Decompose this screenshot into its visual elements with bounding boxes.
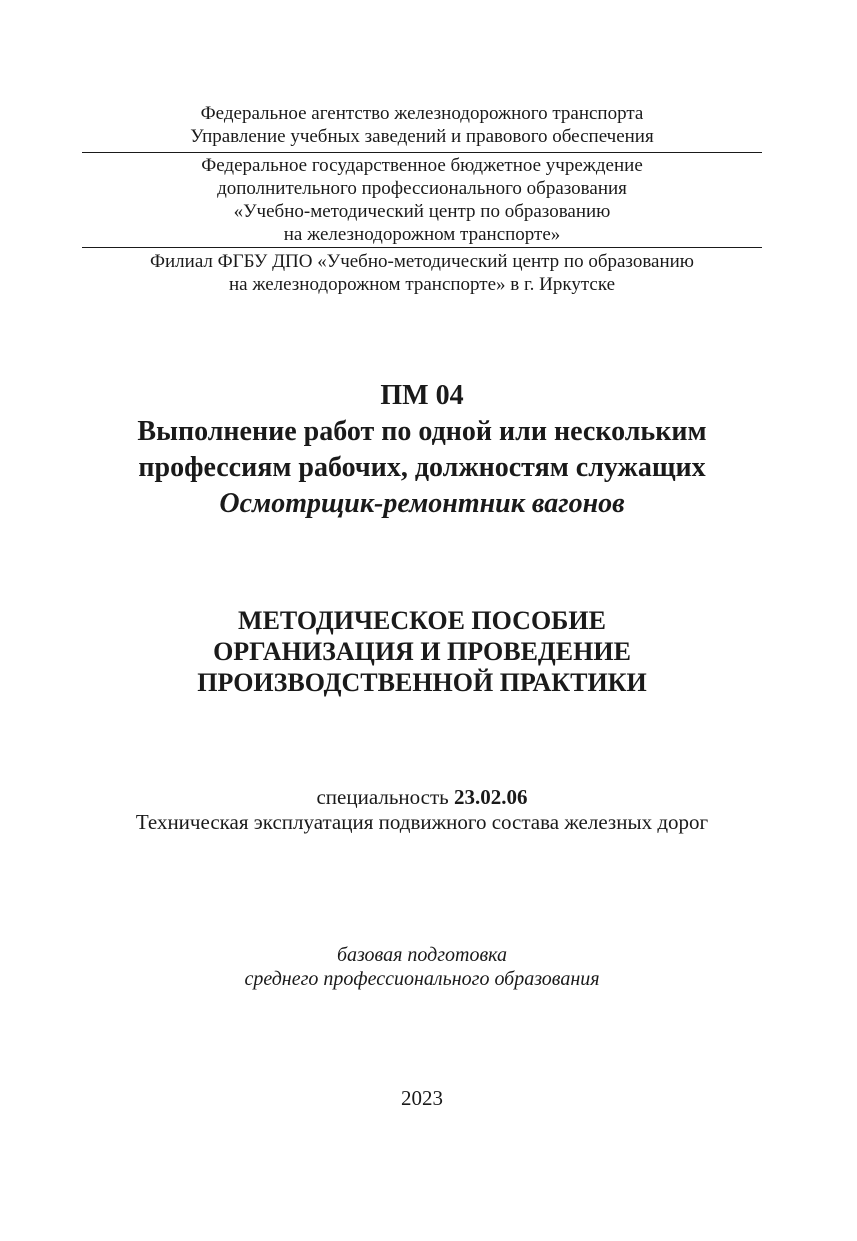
- specialty: [82, 785, 762, 835]
- specialty-code: 23.02.06: [454, 785, 528, 809]
- publication-year: [82, 1086, 762, 1111]
- module-title: [82, 378, 762, 522]
- training-line: базовая подготовка: [336, 944, 508, 966]
- institution-line: «Учебно-методический центр по образованию: [233, 201, 611, 222]
- specialty-code-line: [82, 785, 762, 810]
- agency-line: Управление учебных заведений и правового обеспечения: [190, 126, 654, 147]
- branch-line: Филиал ФГБУ ДПО «Учебно-методический центр по образованию: [149, 251, 694, 272]
- year: 2023: [401, 1086, 443, 1110]
- specialty-name: Техническая эксплуатация подвижного состава железных дорог: [135, 810, 709, 834]
- institution-header: [82, 154, 762, 246]
- module-title-line: профессиям рабочих, должностям служащих: [138, 452, 706, 483]
- institution-line: на железнодорожном транспорте»: [283, 224, 561, 245]
- header-divider: [82, 247, 762, 248]
- training-level: [82, 943, 762, 991]
- document-title: [82, 605, 762, 698]
- document-title-line: ПРОИЗВОДСТВЕННОЙ ПРАКТИКИ: [197, 668, 647, 697]
- agency-line: Федеральное агентство железнодорожного транспорта: [200, 103, 644, 124]
- training-line: среднего профессионального образования: [244, 968, 600, 990]
- profession-name: Осмотрщик-ремонтник вагонов: [219, 488, 625, 519]
- module-title-line: Выполнение работ по одной или нескольким: [137, 416, 707, 447]
- specialty-label: специальность: [316, 785, 454, 809]
- institution-line: Федеральное государственное бюджетное учреждение: [201, 155, 643, 176]
- branch-line: на железнодорожном транспорте» в г. Иркутске: [228, 274, 616, 295]
- institution-line: дополнительного профессионального образования: [217, 178, 627, 199]
- agency-header: [82, 102, 762, 148]
- module-code: ПМ 04: [380, 380, 464, 411]
- document-title-line: ОРГАНИЗАЦИЯ И ПРОВЕДЕНИЕ: [213, 637, 631, 666]
- header-divider: [82, 152, 762, 153]
- branch-header: [82, 250, 762, 296]
- document-title-line: МЕТОДИЧЕСКОЕ ПОСОБИЕ: [238, 606, 606, 635]
